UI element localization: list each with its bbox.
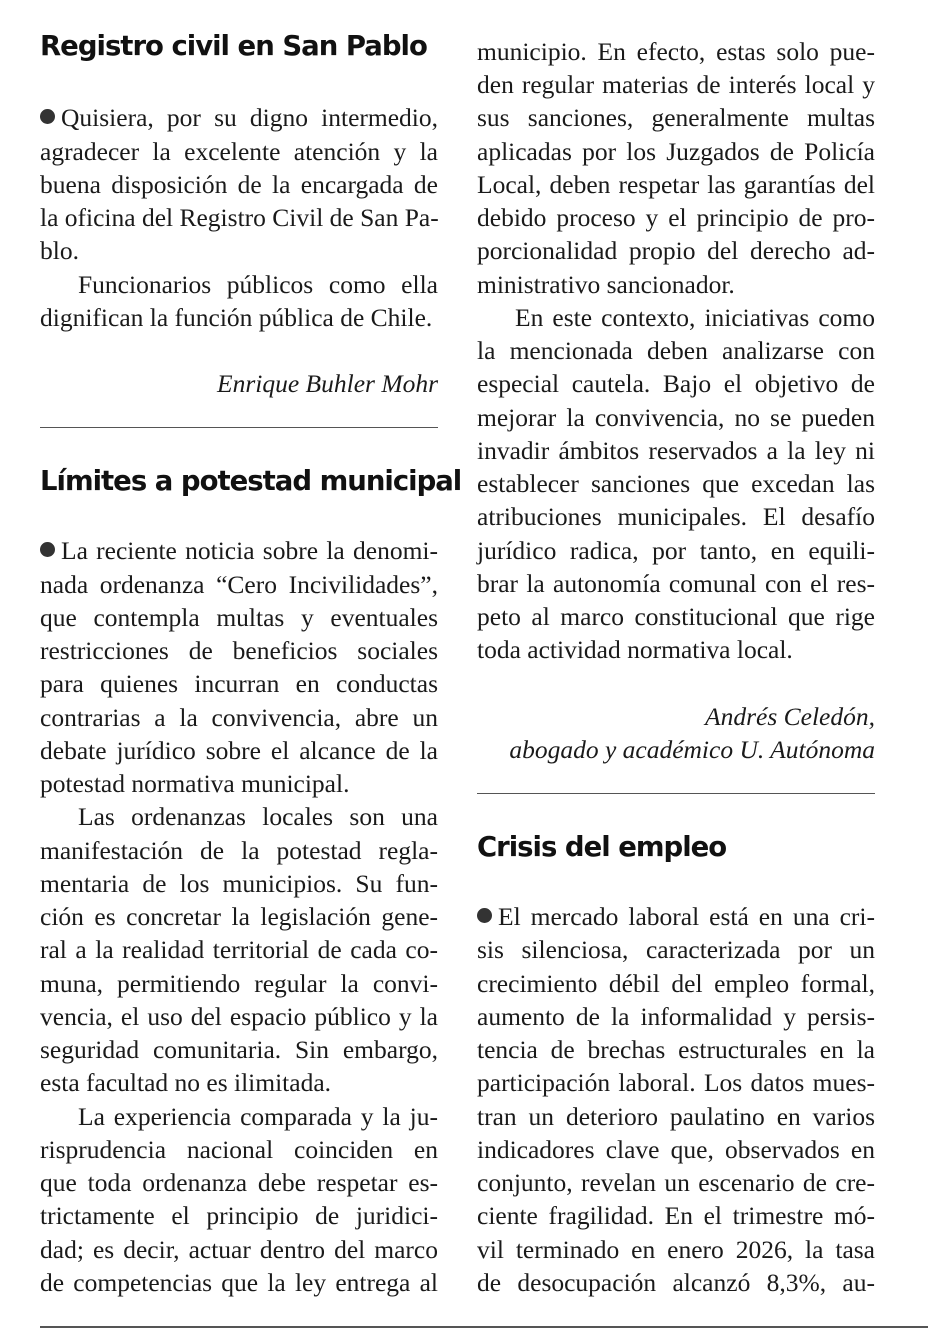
letter-title-crisis-empleo: Crisis del empleo [477,831,727,863]
letter-line: blo. [40,236,79,265]
letter-line: indicadores clave que, observados en [477,1135,875,1164]
letter-line: brar la autonomía comunal con el res- [477,569,875,598]
letter-line: agradecer la excelente atención y la [40,137,438,166]
letter-title-registro-civil: Registro civil en San Pablo [40,30,427,62]
letter-line: Local, deben respetar las garantías del [477,170,875,199]
letter-line: mentaria de los municipios. Su fun- [40,869,438,898]
letter-line: toda actividad normativa local. [477,635,793,664]
letter-line: trictamente el principio de juridici- [40,1201,438,1230]
letter-line: atribuciones municipales. El desafío [477,502,875,531]
signature-enrique-buhler: Enrique Buhler Mohr [217,369,438,398]
letter-line: tran un deterioro paulatino en varios [477,1102,875,1131]
letter-line: que contempla multas y eventuales [40,603,438,632]
letter-line: Las ordenanzas locales son una [78,802,438,831]
letter-line: La reciente noticia sobre la denomi- [40,534,438,568]
letter-line: risprudencia nacional coinciden en [40,1135,438,1164]
letter-line: En este contexto, iniciativas como [515,303,875,332]
letter-line: contrarias a la convivencia, abre un [40,703,438,732]
letter-line: para quienes incurran en conductas [40,669,438,698]
bullet-icon [40,109,55,124]
letter-line: debido proceso y el principio de pro- [477,203,875,232]
letter-line: muna, permitiendo regular la convi- [40,969,438,998]
bottom-divider [40,1326,928,1328]
letter-line: conjunto, revelan un escenario de cre- [477,1168,875,1197]
letter-title-potestad-municipal: Límites a potestad municipal [40,465,462,497]
signature-affiliation: abogado y académico U. Autónoma [509,735,875,764]
section-divider [477,793,875,794]
letter-line: la mencionada deben analizarse con [477,336,875,365]
signature-andres-celedon: Andrés Celedón, [705,702,875,731]
bullet-icon [477,908,492,923]
letter-line: la oficina del Registro Civil de San Pa- [40,203,439,232]
letter-line: esta facultad no es ilimitada. [40,1068,332,1097]
letter-line: tencia de brechas estructurales en la [477,1035,875,1064]
letter-line: mejorar la convivencia, no se pueden [477,403,875,432]
letter-line: de competencias que la ley entrega al [40,1268,438,1297]
section-divider [40,427,438,428]
letter-line: debate jurídico sobre el alcance de la [40,736,438,765]
letter-line: den regular materias de interés local y [477,70,875,99]
letter-line: dad; es decir, actuar dentro del marco [40,1235,438,1264]
letter-line: invadir ámbitos reservados a la ley ni [477,436,875,465]
letter-line: establecer sanciones que excedan las [477,469,875,498]
letter-line: La experiencia comparada y la ju- [78,1102,438,1131]
letter-line: participación laboral. Los datos mues- [477,1068,875,1097]
letter-line: vil terminado en enero 2026, la tasa [477,1235,875,1264]
letter-line: jurídico radica, por tanto, en equili- [477,536,875,565]
letter-line: ción es concretar la legislación gene- [40,902,438,931]
letter-line: vencia, el uso del espacio público y la [40,1002,438,1031]
letter-line: crecimiento débil del empleo formal, [477,969,875,998]
letter-line: seguridad comunitaria. Sin embargo, [40,1035,438,1064]
letter-line: nada ordenanza “Cero Incivilidades”, [40,570,438,599]
letter-line: que toda ordenanza debe respetar es- [40,1168,438,1197]
letter-line: restricciones de beneficios sociales [40,636,438,665]
letter-line: Quisiera, por su digno intermedio, [40,101,438,135]
letter-line: Funcionarios públicos como ella [78,270,438,299]
letter-line: ciente fragilidad. En el trimestre mó- [477,1201,875,1230]
letter-line: aplicadas por los Juzgados de Policía [477,137,875,166]
letter-line: de desocupación alcanzó 8,3%, au- [477,1268,875,1297]
letter-line: sis silenciosa, caracterizada por un [477,935,875,964]
letter-line: ministrativo sancionador. [477,270,735,299]
letter-line: peto al marco constitucional que rige [477,602,875,631]
bullet-icon [40,542,55,557]
letter-line: aumento de la informalidad y persis- [477,1002,875,1031]
letter-line: El mercado laboral está en una cri- [477,900,875,934]
letter-line: especial cautela. Bajo el objetivo de [477,369,875,398]
letter-line: sus sanciones, generalmente multas [477,103,875,132]
letter-line: porcionalidad propio del derecho ad- [477,236,875,265]
letter-line: manifestación de la potestad regla- [40,836,438,865]
letter-line: municipio. En efecto, estas solo pue- [477,37,875,66]
letter-line: ral a la realidad territorial de cada co- [40,935,438,964]
letter-line: buena disposición de la encargada de [40,170,438,199]
letter-line: potestad normativa municipal. [40,769,350,798]
letter-line: dignifican la función pública de Chile. [40,303,433,332]
